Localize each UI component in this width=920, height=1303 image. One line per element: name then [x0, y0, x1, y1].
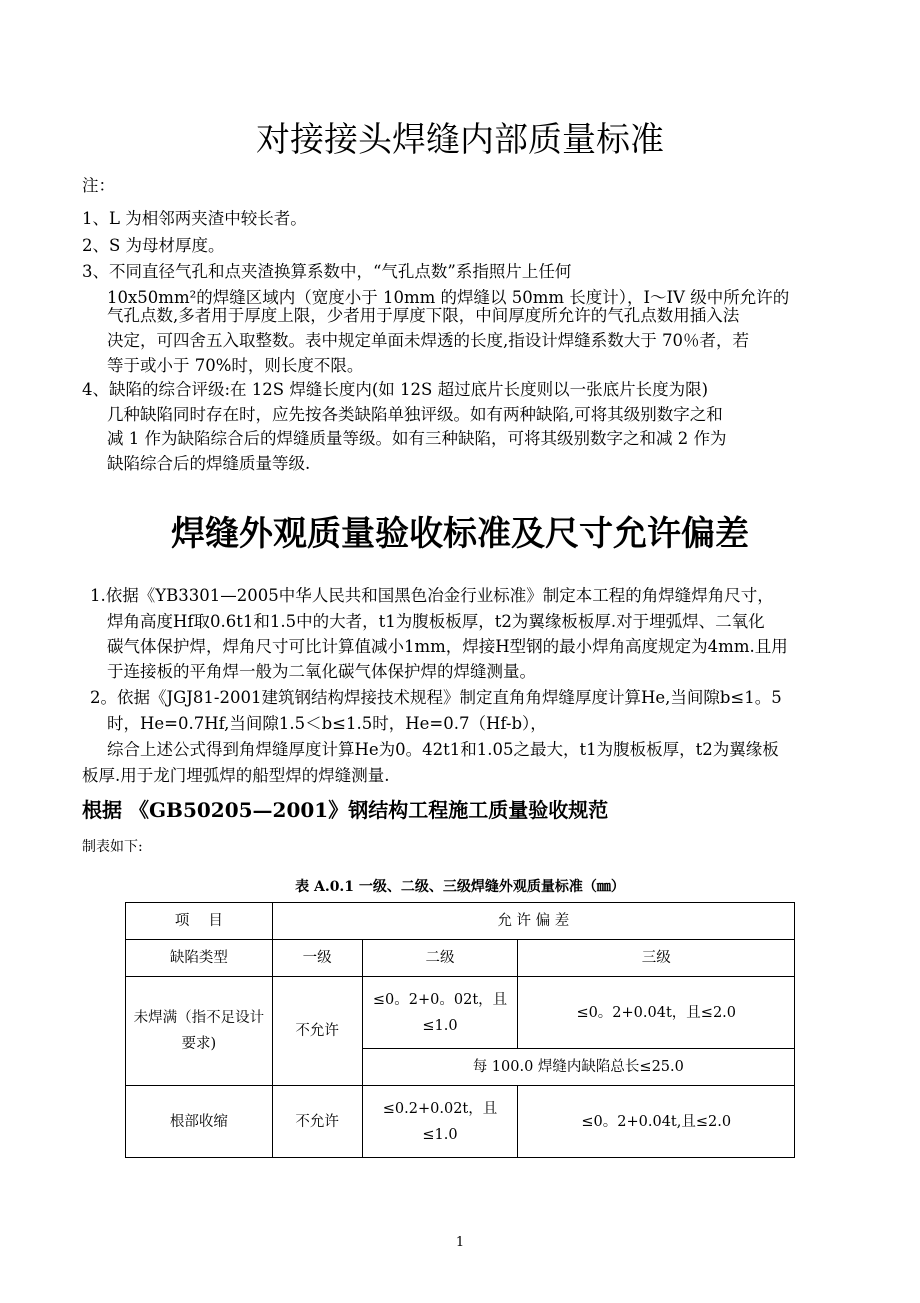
header-level-1: 一级	[272, 940, 362, 977]
note-line: 4、缺陷的综合评级:在 12S 焊缝长度内(如 12S 超过底片长度则以一张底片长度为限)	[82, 380, 709, 399]
para-line: 1.依据《YB3301—2005中华人民共和国黑色冶金行业标准》制定本工程的角焊缝焊角尺寸，	[90, 586, 774, 605]
table-caption: 表 A.0.1 一级、二级、三级焊缝外观质量标准（㎜）	[295, 879, 625, 895]
page-number: 1	[455, 1235, 465, 1250]
note-line: 气孔点数,多者用于厚度上限，少者用于厚度下限，中间厚度所允许的气孔点数用插入法	[107, 306, 740, 325]
para-line: 时，He=0.7Hf,当间隙1.5＜b≤1.5时，He=0.7（Hf-b），	[107, 714, 547, 733]
cell-level-2: ≤0。2+0。02t，且≤1.0	[362, 977, 518, 1049]
cell-level-3: ≤0。2+0.04t，且≤2.0	[518, 977, 795, 1049]
note-line: 3、不同直径气孔和点夹渣换算系数中，“气孔点数”系指照片上任何	[82, 262, 572, 281]
note-line: 几种缺陷同时存在时，应先按各类缺陷单独评级。如有两种缺陷,可将其级别数字之和	[107, 405, 723, 424]
header-level-3: 三级	[518, 940, 795, 977]
note-line: 1、L 为相邻两夹渣中较长者。	[82, 209, 307, 228]
para-line: 于连接板的平角焊一般为二氧化碳气体保护焊的焊缝测量。	[107, 662, 536, 681]
note-label: 注：	[82, 176, 115, 195]
subsection-title: 根据 《GB50205—2001》钢结构工程施工质量验收规范	[82, 798, 609, 822]
note-line: 决定，可四舍五入取整数。表中规定单面未焊透的长度,指设计焊缝系数大于 70％者，若	[107, 331, 749, 350]
cell-total-length: 每 100.0 焊缝内缺陷总长≤25.0	[362, 1049, 794, 1086]
note-line: 10x50mm²的焊缝区域内（宽度小于 10mm 的焊缝以 50mm 长度计），I～IV 级中所允许的	[107, 288, 790, 307]
cell-level-1: 不允许	[272, 977, 362, 1086]
header-allowance: 允 许 偏 差	[272, 903, 794, 940]
para-line: 焊角高度Hf取0.6t1和1.5中的大者，t1为腹板板厚，t2为翼缘板板厚.对于埋弧焊、二氧化	[107, 612, 765, 631]
cell-defect-name: 根部收缩	[126, 1086, 273, 1158]
note-line: 缺陷综合后的焊缝质量等级.	[107, 454, 311, 473]
cell-level-3: ≤0。2+0.04t,且≤2.0	[518, 1086, 795, 1158]
note-line: 等于或小于 70%时，则长度不限。	[107, 356, 364, 375]
table-header-row	[126, 940, 795, 977]
quality-table	[125, 902, 795, 1158]
table-row	[126, 977, 795, 1049]
header-defect-type: 缺陷类型	[126, 940, 273, 977]
table-row	[126, 1086, 795, 1158]
note-line: 2、S 为母材厚度。	[82, 236, 225, 255]
header-item: 项 目	[126, 903, 273, 940]
para-line: 板厚.用于龙门埋弧焊的船型焊的焊缝测量.	[82, 766, 390, 785]
note-line: 减 1 作为缺陷综合后的焊缝质量等级。如有三种缺陷，可将其级别数字之和减 2 作为	[107, 429, 727, 448]
para-line: 2。依据《JGJ81-2001建筑钢结构焊接技术规程》制定直角角焊缝厚度计算He,当间隙b≤1。5	[90, 688, 782, 707]
table-intro: 制表如下:	[82, 839, 143, 855]
para-line: 综合上述公式得到角焊缝厚度计算He为0。42t1和1.05之最大，t1为腹板板厚，t2为翼缘板	[107, 740, 779, 759]
cell-level-2: ≤0.2+0.02t，且≤1.0	[362, 1086, 518, 1158]
para-line: 碳气体保护焊，焊角尺寸可比计算值减小1mm，焊接H型钢的最小焊角高度规定为4mm.且用	[107, 637, 788, 656]
table-header-row	[126, 903, 795, 940]
cell-defect-name: 未焊满（指不足设计要求)	[126, 977, 273, 1086]
cell-level-1: 不允许	[272, 1086, 362, 1158]
page-title: 对接接头焊缝内部质量标准	[256, 120, 664, 160]
section-title: 焊缝外观质量验收标准及尺寸允许偏差	[171, 514, 749, 554]
header-level-2: 二级	[362, 940, 518, 977]
